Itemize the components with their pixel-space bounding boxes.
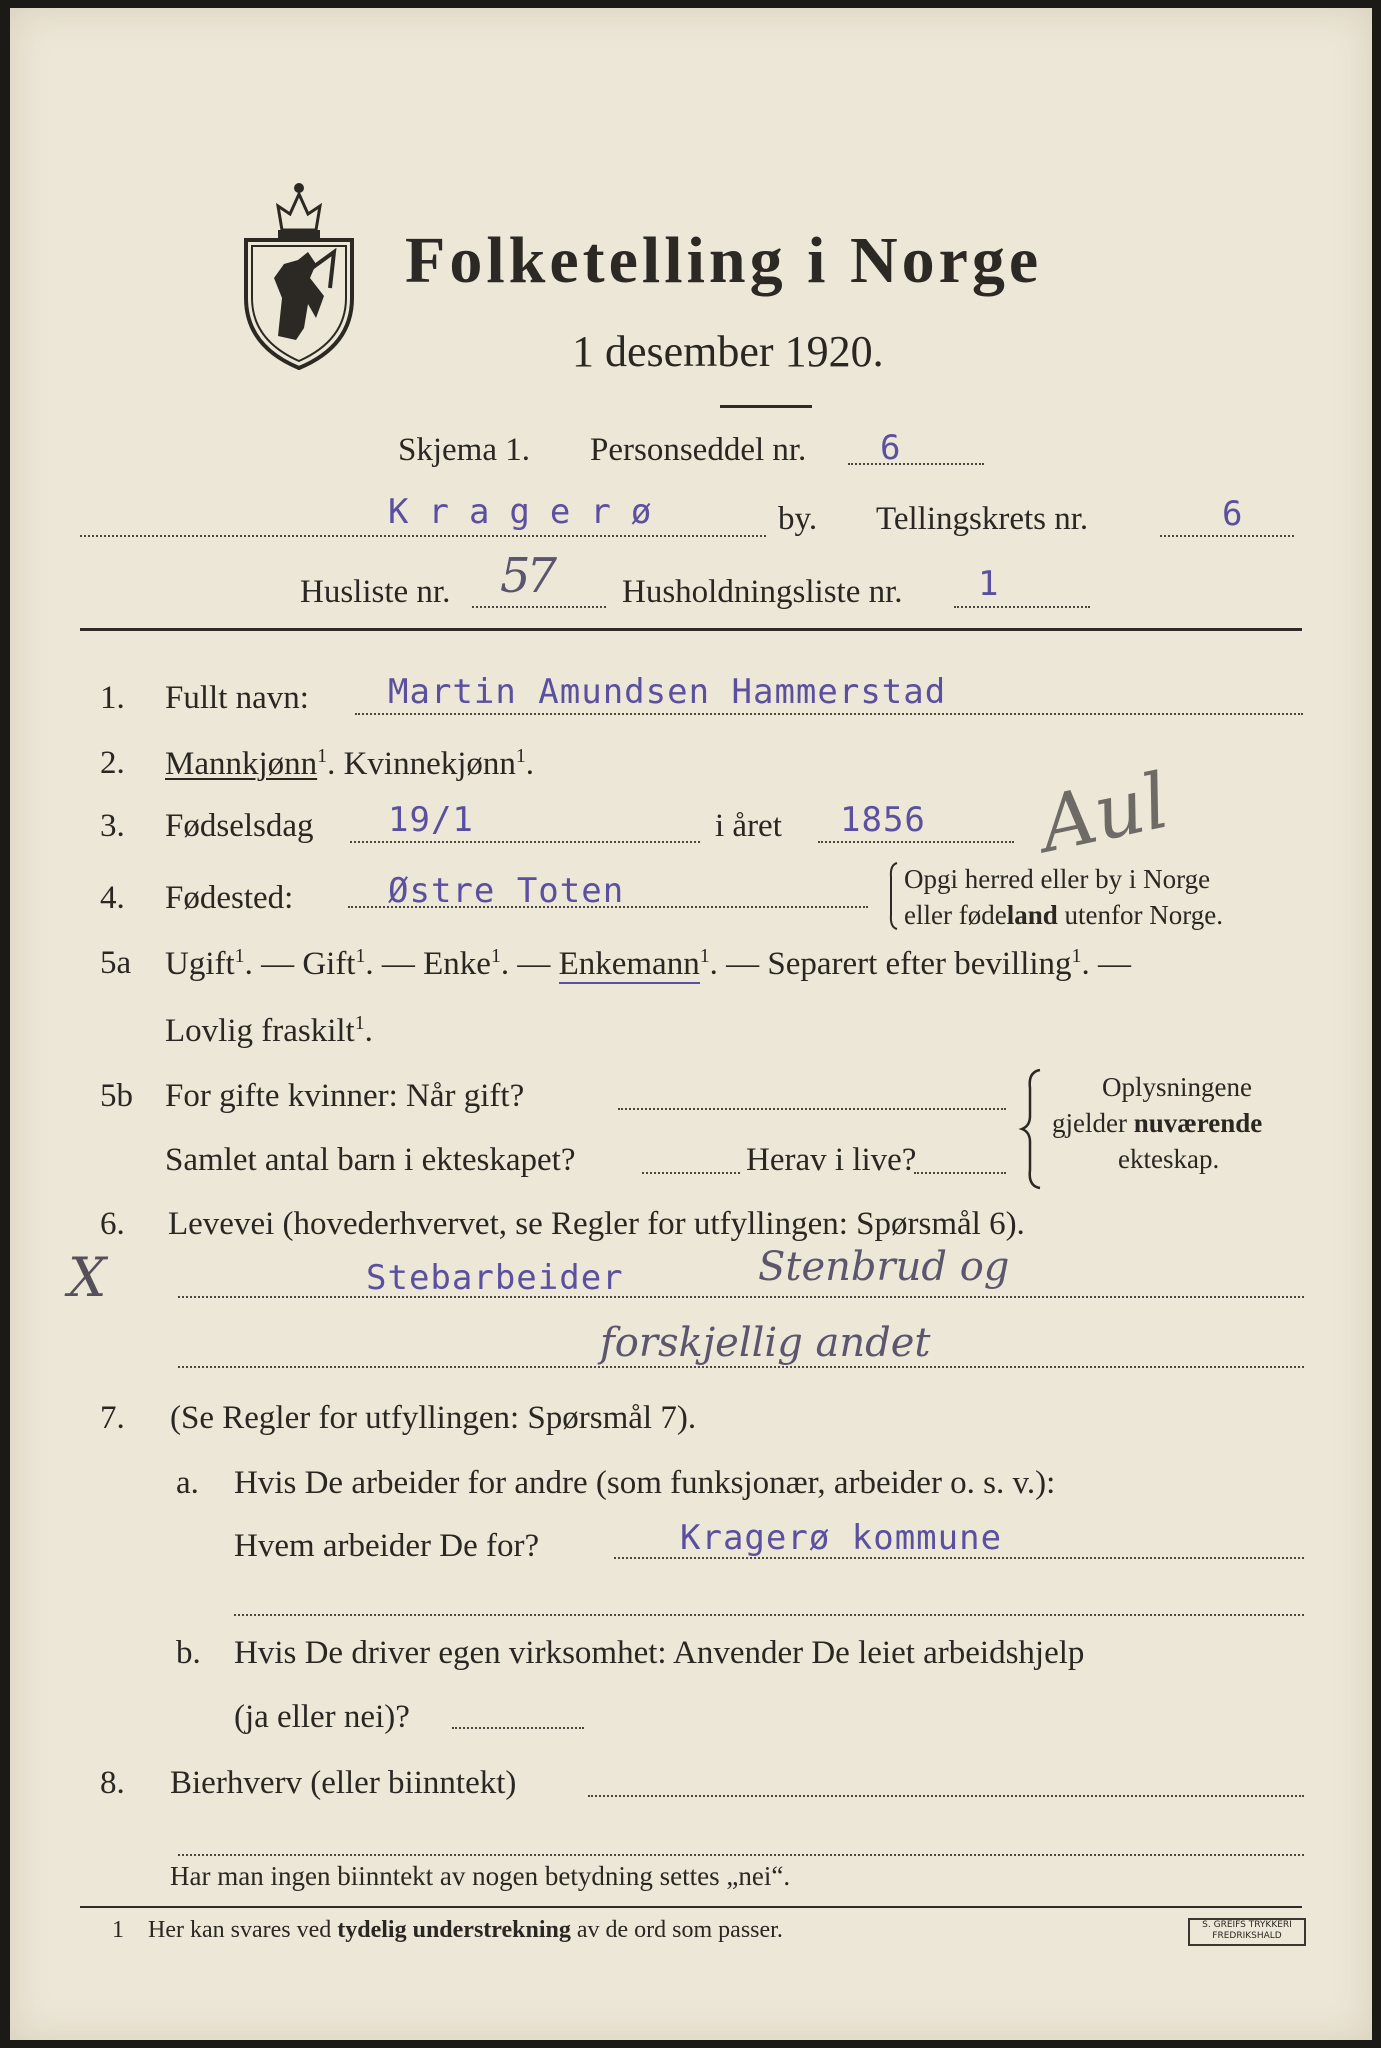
- q6-number: 6.: [100, 1206, 125, 1242]
- q5b-note-line1: Oplysningene: [1102, 1072, 1252, 1102]
- footer-note: Har man ingen biinntekt av nogen betydning settes „nei“.: [170, 1861, 791, 1891]
- full-name-value: Martin Amundsen Hammerstad: [388, 672, 947, 712]
- q3-label: Fødselsdag: [165, 808, 314, 844]
- birthplace-value: Østre Toten: [388, 871, 625, 911]
- q2-options: Mannkjønn$^1$. Kvinnekjønn$^1$.: [165, 745, 535, 782]
- handwritten-note: Aul: [1032, 755, 1176, 870]
- by-label: by.: [778, 501, 818, 537]
- municipality-value: Kragerø: [388, 492, 672, 532]
- brace-icon: [1018, 1068, 1044, 1190]
- title-divider: [720, 405, 812, 408]
- personseddel-value: 6: [880, 428, 902, 468]
- civil-status-line2: Lovlig fraskilt$^1$.: [165, 1012, 373, 1049]
- q7b-line2: (ja eller nei)?: [234, 1699, 410, 1735]
- birthday-value: 19/1: [388, 800, 474, 840]
- husholdningsliste-label: Husholdningsliste nr.: [622, 574, 903, 610]
- birthplace-note-line2: eller fødeland utenfor Norge.: [904, 900, 1223, 930]
- q1-label: Fullt navn:: [165, 680, 309, 716]
- husliste-value: 57: [500, 548, 554, 604]
- census-form: [10, 8, 1372, 2040]
- option-female: Kvinnekjønn: [343, 746, 516, 782]
- footer-rule: [80, 1906, 1302, 1908]
- q5b-note-line3: ekteskap.: [1118, 1144, 1220, 1174]
- year-label: i året: [715, 808, 782, 844]
- q5b-line1: For gifte kvinner: Når gift?: [165, 1078, 525, 1114]
- q7a-line2: Hvem arbeider De for?: [234, 1528, 540, 1564]
- occupation-handwritten-1: Stenbrud og: [758, 1244, 1010, 1290]
- option-male-underlined: Mannkjønn: [165, 746, 318, 782]
- form-title: Folketelling i Norge: [405, 224, 1043, 297]
- q7a-letter: a.: [176, 1465, 199, 1501]
- margin-mark: X: [68, 1246, 107, 1309]
- q7b-letter: b.: [176, 1635, 201, 1671]
- birthplace-note-line1: Opgi herred eller by i Norge: [904, 864, 1211, 894]
- q5b-number: 5b: [100, 1078, 133, 1114]
- header-rule: [80, 628, 1302, 631]
- q7-label: (Se Regler for utfyllingen: Spørsmål 7).: [170, 1400, 697, 1436]
- form-date: 1 desember 1920.: [572, 327, 884, 376]
- q4-number: 4.: [100, 880, 125, 916]
- q8-number: 8.: [100, 1765, 125, 1801]
- q2-number: 2.: [100, 745, 125, 781]
- q8-label: Bierhverv (eller biinntekt): [170, 1765, 517, 1801]
- q7-number: 7.: [100, 1400, 125, 1436]
- q7a-line1: Hvis De arbeider for andre (som funksjonær, arbeider o. s. v.):: [234, 1465, 1056, 1501]
- tellingskrets-label: Tellingskrets nr.: [876, 501, 1089, 537]
- husliste-label: Husliste nr.: [300, 574, 451, 610]
- bracket-icon: [886, 861, 900, 931]
- tellingskrets-value: 6: [1222, 494, 1244, 534]
- footnote: 1 Her kan svares ved tydelig understrekning av de ord som passer.: [112, 1917, 783, 1943]
- personseddel-label: Personseddel nr.: [590, 432, 807, 468]
- option-enkemann-underlined: Enkemann: [558, 946, 700, 982]
- q4-label: Fødested:: [165, 880, 294, 916]
- q1-number: 1.: [100, 680, 125, 716]
- q5b-note-line2: gjelder nuværende: [1052, 1108, 1263, 1138]
- coat-of-arms-icon: [238, 168, 360, 373]
- husholdningsliste-value: 1: [978, 564, 1000, 604]
- q7b-line1: Hvis De driver egen virksomhet: Anvender De leiet arbeidshjelp: [234, 1635, 1085, 1671]
- q5b-line2: Samlet antal barn i ekteskapet?: [165, 1142, 576, 1178]
- birth-year-value: 1856: [840, 800, 926, 840]
- q6-label: Levevei (hovederhvervet, se Regler for utfyllingen: Spørsmål 6).: [168, 1206, 1025, 1242]
- occupation-typed: Stebarbeider: [366, 1258, 624, 1298]
- printer-stamp: S. GREIFS TRYKKERI FREDRIKSHALD: [1188, 1918, 1306, 1946]
- q5a-number: 5a: [100, 945, 132, 981]
- skjema-label: Skjema 1.: [398, 432, 530, 468]
- q3-number: 3.: [100, 808, 125, 844]
- employer-value: Kragerø kommune: [680, 1518, 1003, 1558]
- q5b-herav: Herav i live?: [746, 1142, 917, 1178]
- civil-status-options: Ugift$^1$. — Gift$^1$. — Enke$^1$. — Enkemann$^1$. — Separert efter bevilling$^1$. —: [165, 945, 1131, 982]
- occupation-handwritten-2: forskjellig andet: [600, 1320, 931, 1366]
